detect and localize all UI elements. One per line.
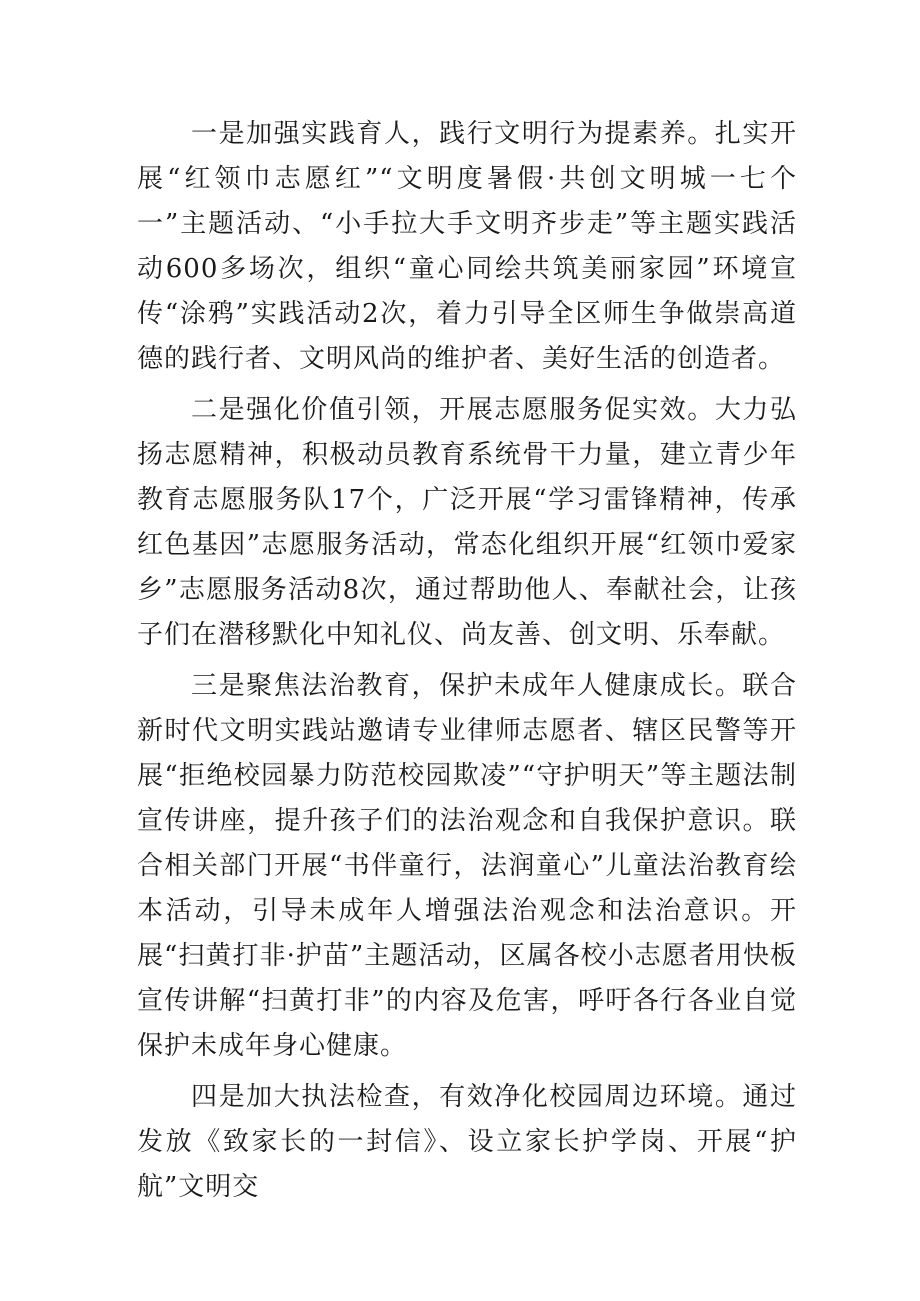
paragraph-practice-education: 一是加强实践育人，践行文明行为提素养。扎实开展“红领巾志愿红”“文明度暑假·共创文明城一七个一”主题活动、“小手拉大手文明齐步走”等主题实践活动600多场次，组织“童心同绘共筑美丽家园”环境宣传“涂鸦”实践活动2次，着力引导全区师生争做崇高道德的践行者、文明风尚的维护者、美好生活的创造者。 [137, 119, 797, 374]
paragraph-law-enforcement: 四是加大执法检查，有效净化校园周边环境。通过发放《致家长的一封信》、设立家长护学岗、开展“护航”文明交 [137, 1082, 797, 1202]
paragraph-legal-education: 三是聚焦法治教育，保护未成年人健康成长。联合新时代文明实践站邀请专业律师志愿者、辖区民警等开展“拒绝校园暴力防范校园欺凌”“守护明天”等主题法制宣传讲座，提升孩子们的法治观念和自我保护意识。联合相关部门开展“书伴童行，法润童心”儿童法治教育绘本活动，引导未成年人增强法治观念和法治意识。开展“扫黄打非·护苗”主题活动，区属各校小志愿者用快板宣传讲解“扫黄打非”的内容及危害，呼吁各行各业自觉保护未成年身心健康。 [137, 671, 797, 1061]
document-body [137, 112, 797, 1216]
paragraph-volunteer-service: 二是强化价值引领，开展志愿服务促实效。大力弘扬志愿精神，积极动员教育系统骨干力量，建立青少年教育志愿服务队17个，广泛开展“学习雷锋精神，传承红色基因”志愿服务活动，常态化组织开展“红领巾爱家乡”志愿服务活动8次，通过帮助他人、奉献社会，让孩子们在潜移默化中知礼仪、尚友善、创文明、乐奉献。 [137, 395, 797, 650]
